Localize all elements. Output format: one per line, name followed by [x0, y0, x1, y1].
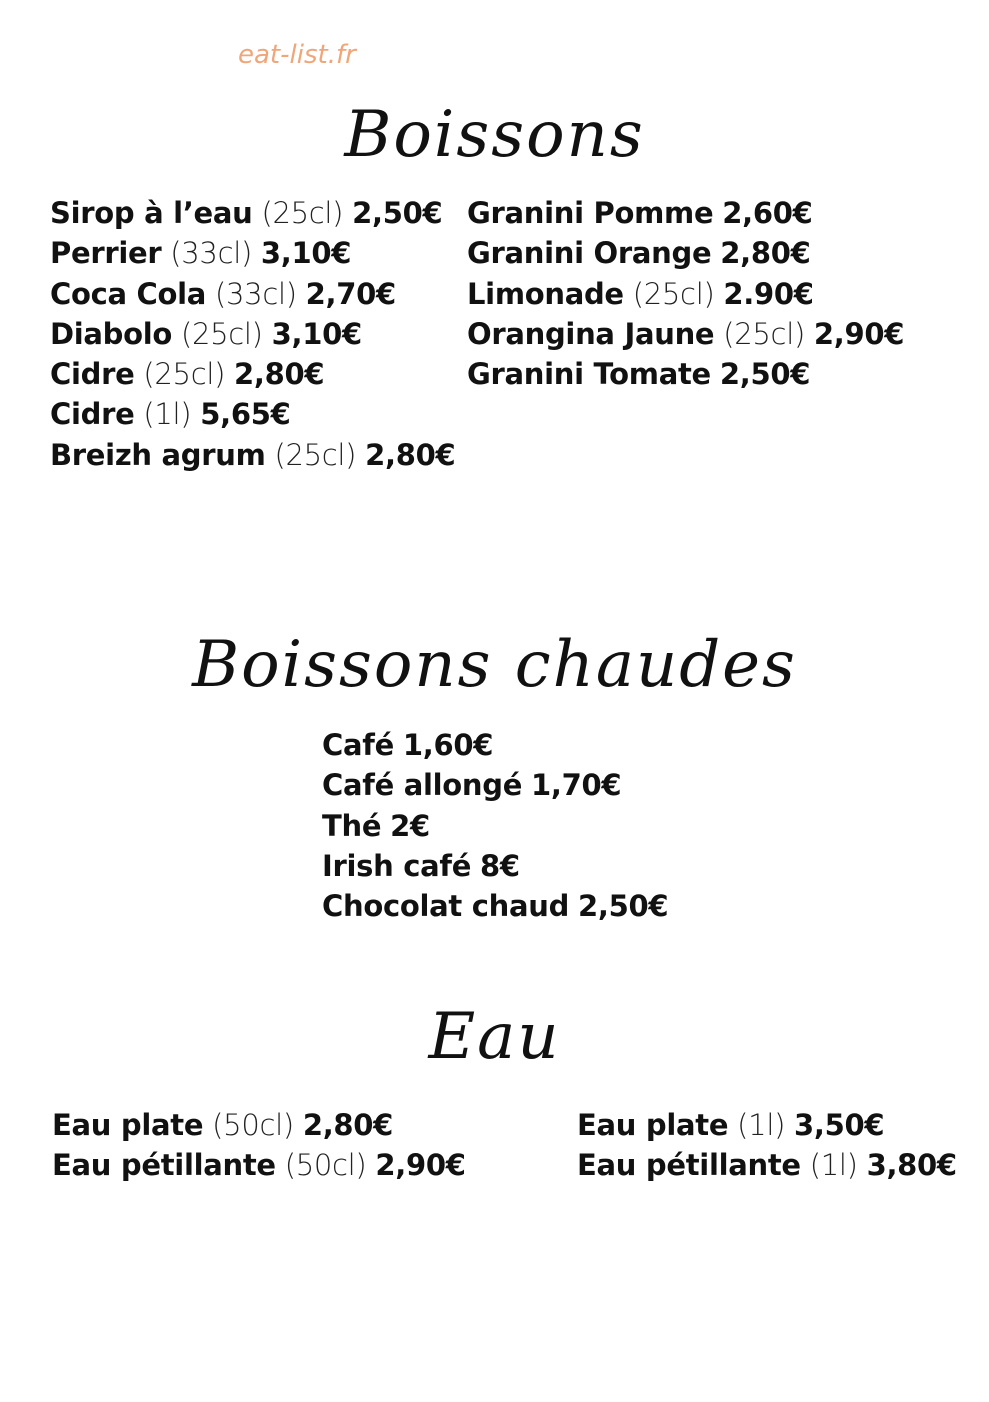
- item-name: Eau plate: [52, 1108, 204, 1142]
- item-volume: (25cl): [274, 437, 357, 472]
- menu-item: [577, 1145, 957, 1185]
- item-price: 3,10€: [271, 316, 362, 351]
- item-volume: (25cl): [723, 316, 805, 351]
- boissons-chaudes-list: [322, 725, 668, 926]
- item-name: Orangina Jaune: [467, 316, 715, 351]
- menu-item: [467, 354, 904, 394]
- item-name: Sirop à l’eau: [50, 196, 253, 230]
- item-price: 2,50€: [577, 889, 669, 924]
- item-name: Breizh agrum: [50, 437, 266, 472]
- item-price: 2.90€: [723, 276, 814, 311]
- menu-item: [322, 806, 668, 846]
- item-price: 1,70€: [531, 768, 622, 803]
- menu-item: [52, 1145, 466, 1185]
- item-price: 8€: [480, 848, 520, 883]
- item-price: 3,80€: [866, 1148, 957, 1183]
- item-price: 2,50€: [719, 357, 811, 392]
- item-name: Granini Orange: [467, 236, 712, 271]
- item-name: Cidre: [50, 357, 135, 392]
- item-name: Coca Cola: [50, 276, 207, 311]
- menu-item: [322, 725, 668, 765]
- menu-item: [577, 1105, 957, 1145]
- item-volume: (33cl): [170, 236, 252, 271]
- menu-item: [50, 354, 455, 394]
- item-name: Chocolat chaud: [322, 889, 570, 924]
- item-name: Eau pétillante: [52, 1148, 276, 1183]
- item-volume: (1l): [809, 1148, 858, 1183]
- boissons-right-list: [467, 193, 904, 394]
- eau-right-list: [577, 1105, 957, 1186]
- watermark: eat-list.fr: [238, 40, 356, 70]
- section-title-eau: Eau: [428, 1000, 561, 1074]
- item-volume: (1l): [143, 397, 192, 432]
- menu-item: [467, 233, 904, 273]
- item-name: Limonade: [467, 276, 624, 311]
- item-name: Eau plate: [577, 1108, 729, 1142]
- item-price: 2,50€: [352, 196, 443, 230]
- item-price: 3,50€: [794, 1108, 885, 1142]
- menu-item: [322, 765, 668, 805]
- item-name: Thé: [322, 808, 382, 843]
- menu-item: [467, 193, 904, 233]
- item-price: 2,80€: [234, 357, 325, 392]
- item-price: 2,80€: [302, 1108, 394, 1142]
- item-volume: (50cl): [284, 1148, 367, 1183]
- item-price: 2,60€: [722, 196, 813, 230]
- menu-item: [50, 314, 455, 354]
- eau-left-list: [52, 1105, 466, 1186]
- item-price: 2€: [390, 808, 430, 843]
- item-price: 2,90€: [375, 1148, 466, 1183]
- item-name: Café allongé: [322, 768, 523, 803]
- menu-item: [52, 1105, 466, 1145]
- item-name: Perrier: [50, 236, 162, 271]
- item-volume: (25cl): [261, 196, 344, 230]
- item-price: 2,70€: [305, 276, 396, 311]
- item-name: Diabolo: [50, 316, 173, 351]
- item-volume: (1l): [737, 1108, 786, 1142]
- item-volume: (25cl): [632, 276, 715, 311]
- item-price: 5,65€: [200, 397, 291, 432]
- menu-item: [50, 233, 455, 273]
- menu-item: [467, 274, 904, 314]
- item-price: 3,10€: [260, 236, 352, 271]
- item-name: Granini Pomme: [467, 196, 714, 230]
- item-name: Cidre: [50, 397, 135, 432]
- item-price: 1,60€: [402, 728, 494, 762]
- menu-item: [50, 435, 455, 475]
- menu-item: [50, 394, 455, 434]
- item-name: Granini Tomate: [467, 357, 711, 392]
- menu-item: [322, 886, 668, 926]
- menu-item: [50, 193, 455, 233]
- item-price: 2,80€: [720, 236, 811, 271]
- item-name: Irish café: [322, 848, 472, 883]
- item-name: Eau pétillante: [577, 1148, 801, 1183]
- item-volume: (25cl): [143, 357, 226, 392]
- item-volume: (33cl): [215, 276, 297, 311]
- menu-item: [467, 314, 904, 354]
- item-price: 2,90€: [813, 316, 905, 351]
- section-title-boissons-chaudes: Boissons chaudes: [192, 628, 797, 702]
- boissons-left-list: [50, 193, 455, 475]
- menu-item: [322, 846, 668, 886]
- item-price: 2,80€: [365, 437, 456, 472]
- item-volume: (25cl): [180, 316, 263, 351]
- menu-item: [50, 274, 455, 314]
- item-name: Café: [322, 728, 394, 762]
- item-volume: (50cl): [212, 1108, 294, 1142]
- section-title-boissons: Boissons: [344, 98, 645, 172]
